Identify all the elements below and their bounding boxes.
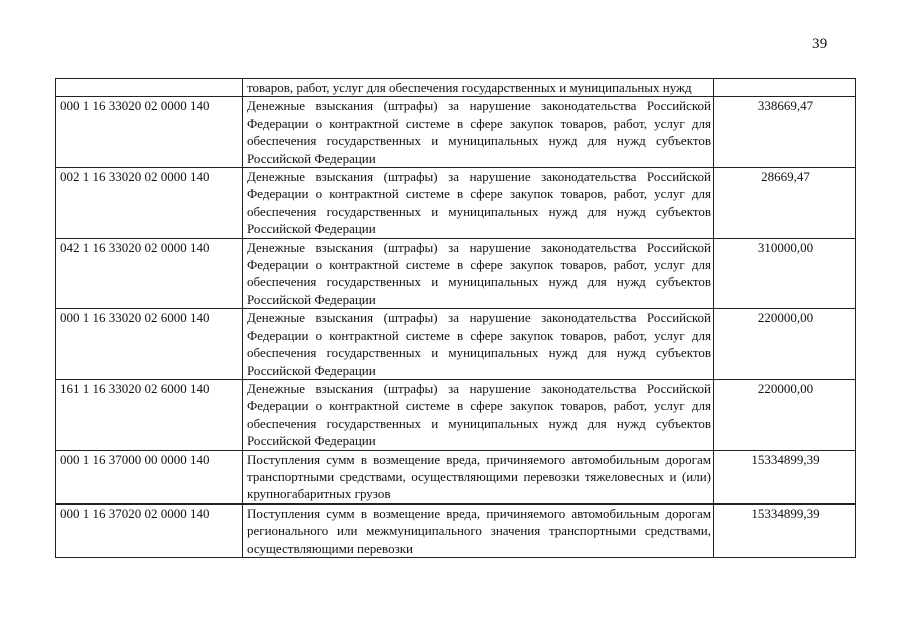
table-row bbox=[56, 79, 856, 97]
revenue-name-cell: Денежные взыскания (штрафы) за нарушение законодательства Российской Федерации о контрактной системе в сфере закупок товаров, работ, услуг для обеспечения государственных и муниципальных нужд для нужд субъектов Российской Федерации bbox=[243, 309, 714, 380]
budget-code-cell: 000 1 16 37000 00 0000 140 bbox=[56, 450, 243, 504]
table-row bbox=[56, 238, 856, 309]
budget-code-cell: 002 1 16 33020 02 0000 140 bbox=[56, 168, 243, 239]
table-row bbox=[56, 168, 856, 239]
budget-code-cell: 000 1 16 33020 02 0000 140 bbox=[56, 97, 243, 168]
revenue-name-cell: Поступления сумм в возмещение вреда, причиняемого автомобильным дорогам регионального или межмуниципального значения транспортными средствами, осуществляющими перевозки bbox=[243, 504, 714, 558]
amount-cell: 338669,47 bbox=[714, 97, 856, 168]
table-row bbox=[56, 309, 856, 380]
revenue-name-cell: Денежные взыскания (штрафы) за нарушение законодательства Российской Федерации о контрактной системе в сфере закупок товаров, работ, услуг для обеспечения государственных и муниципальных нужд для нужд субъектов Российской Федерации bbox=[243, 97, 714, 168]
revenue-name-cell: Денежные взыскания (штрафы) за нарушение законодательства Российской Федерации о контрактной системе в сфере закупок товаров, работ, услуг для обеспечения государственных и муниципальных нужд для нужд субъектов Российской Федерации bbox=[243, 238, 714, 309]
budget-revenue-table bbox=[55, 78, 856, 558]
budget-code-cell: 161 1 16 33020 02 6000 140 bbox=[56, 379, 243, 450]
revenue-name-cell: Денежные взыскания (штрафы) за нарушение законодательства Российской Федерации о контрактной системе в сфере закупок товаров, работ, услуг для обеспечения государственных и муниципальных нужд для нужд субъектов Российской Федерации bbox=[243, 379, 714, 450]
amount-cell: 220000,00 bbox=[714, 379, 856, 450]
revenue-name-cell: Денежные взыскания (штрафы) за нарушение законодательства Российской Федерации о контрактной системе в сфере закупок товаров, работ, услуг для обеспечения государственных и муниципальных нужд для нужд субъектов Российской Федерации bbox=[243, 168, 714, 239]
amount-cell: 28669,47 bbox=[714, 168, 856, 239]
table-row bbox=[56, 379, 856, 450]
budget-code-cell: 042 1 16 33020 02 0000 140 bbox=[56, 238, 243, 309]
revenue-name-cell: Поступления сумм в возмещение вреда, причиняемого автомобильным дорогам транспортными средствами, осуществляющими перевозки тяжеловесных и (или) крупногабаритных грузов bbox=[243, 450, 714, 504]
budget-code-cell bbox=[56, 79, 243, 97]
amount-cell: 15334899,39 bbox=[714, 504, 856, 558]
table-row bbox=[56, 450, 856, 504]
amount-cell: 310000,00 bbox=[714, 238, 856, 309]
amount-cell: 15334899,39 bbox=[714, 450, 856, 504]
budget-code-cell: 000 1 16 37020 02 0000 140 bbox=[56, 504, 243, 558]
table-row bbox=[56, 504, 856, 558]
revenue-name-cell: товаров, работ, услуг для обеспечения государственных и муниципальных нужд bbox=[243, 79, 714, 97]
amount-cell bbox=[714, 79, 856, 97]
table-row bbox=[56, 97, 856, 168]
page-number: 39 bbox=[812, 36, 828, 52]
budget-code-cell: 000 1 16 33020 02 6000 140 bbox=[56, 309, 243, 380]
amount-cell: 220000,00 bbox=[714, 309, 856, 380]
